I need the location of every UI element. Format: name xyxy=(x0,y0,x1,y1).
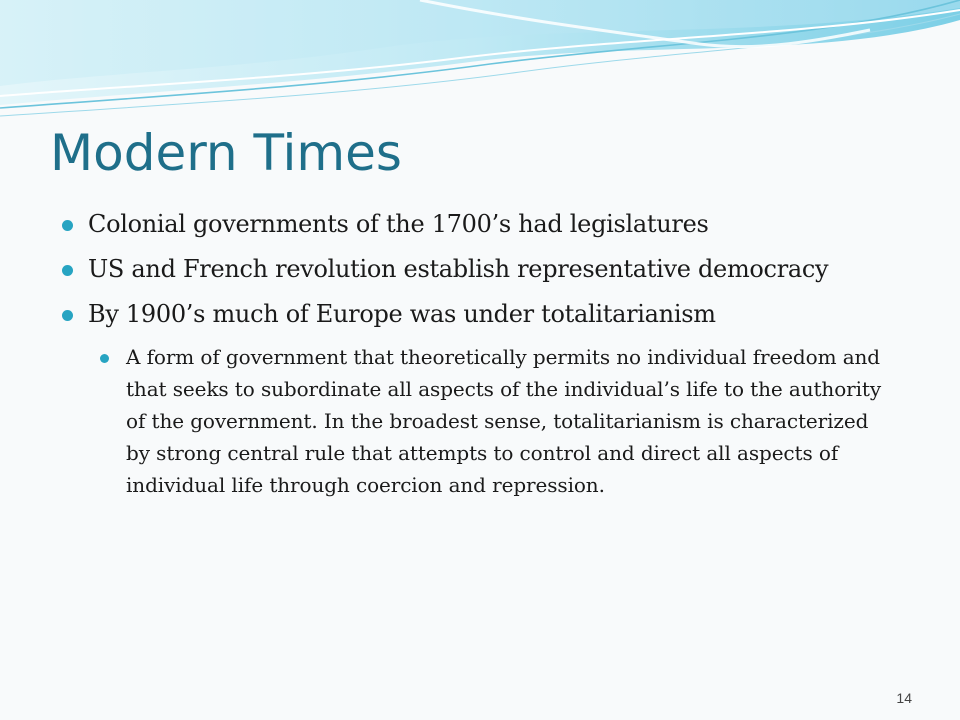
bullet-dot-icon xyxy=(100,354,109,363)
bullet-dot-icon xyxy=(62,310,73,321)
bullet-item xyxy=(62,253,892,286)
bullet-text: Colonial governments of the 1700’s had legislatures xyxy=(88,210,709,238)
bullet-list xyxy=(62,208,892,501)
bullet-item xyxy=(62,208,892,241)
sub-bullet-item xyxy=(100,341,892,501)
sub-bullet-text: A form of government that theoretically permits no individual freedom and that seeks to subordinate all aspects of the individual’s life to the authority of the government. In the broadest sense, totalitarianism is characterized by strong central rule that attempts to control and direct all aspects of individual life through coercion and repression. xyxy=(126,345,882,497)
page-number: 14 xyxy=(896,690,912,706)
bullet-dot-icon xyxy=(62,265,73,276)
bullet-item xyxy=(62,298,892,331)
header-wave-banner xyxy=(0,0,960,120)
slide-title: Modern Times xyxy=(50,124,402,182)
bullet-text: US and French revolution establish representative democracy xyxy=(88,255,829,283)
bullet-dot-icon xyxy=(62,220,73,231)
bullet-text: By 1900’s much of Europe was under totalitarianism xyxy=(88,300,716,328)
